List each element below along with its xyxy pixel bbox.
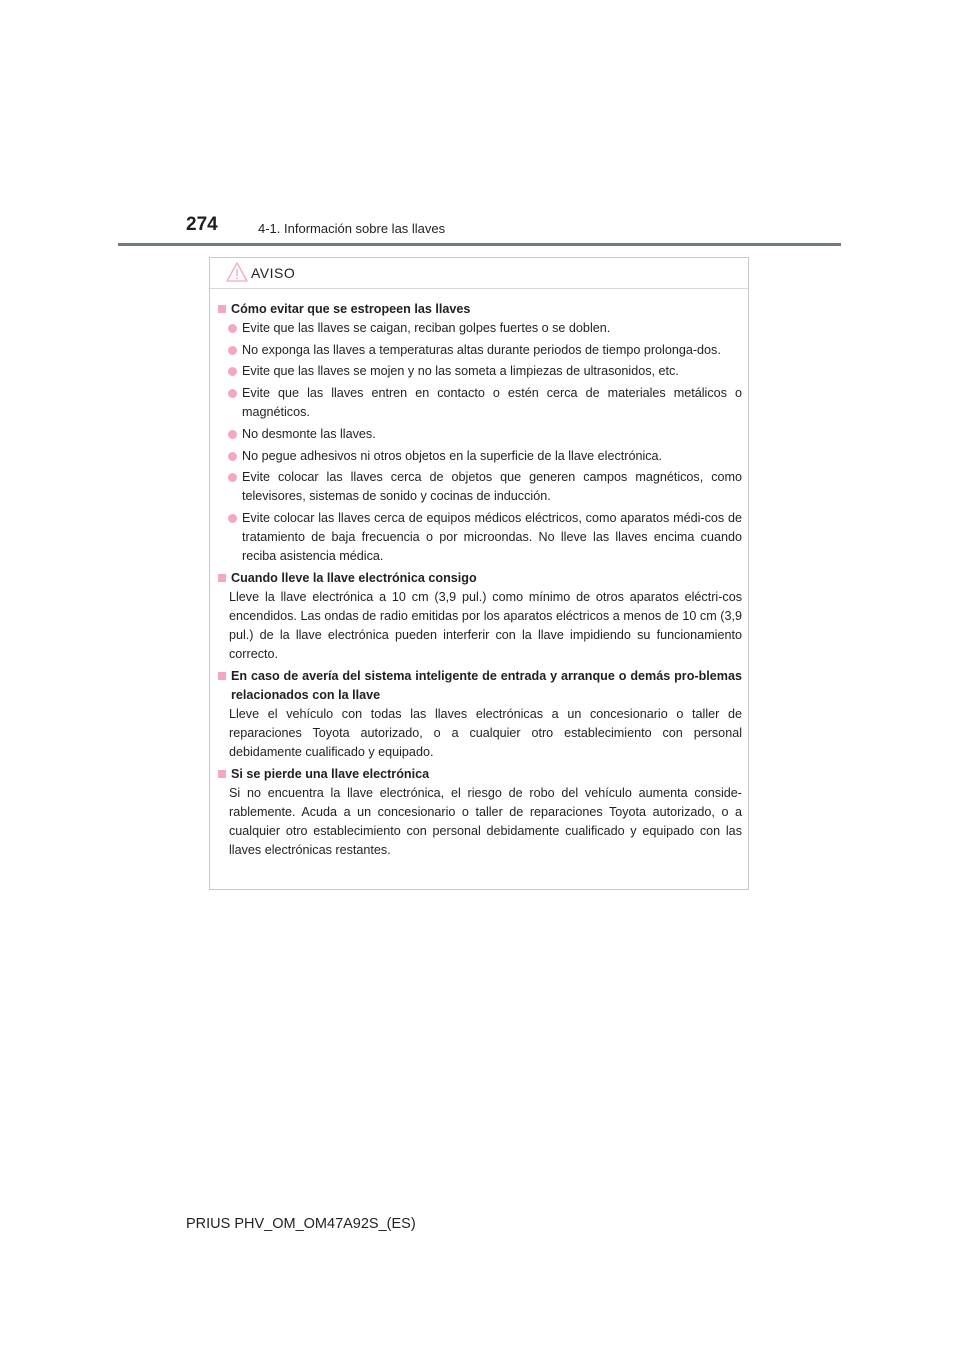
dot-bullet-icon xyxy=(228,452,237,461)
list-item: Evite colocar las llaves cerca de objetos que generen campos magnéticos, como televisores, sistemas de sonido y cocinas de inducción. xyxy=(217,468,742,506)
dot-bullet-icon xyxy=(228,514,237,523)
topic-paragraph: Si no encuentra la llave electrónica, el riesgo de robo del vehículo aumenta conside-rablemente. Acuda a un concesionario o taller de reparaciones Toyota autorizado, o a cualquier otro establecimiento con personal debidamente cualificado y equipado con las llaves electrónicas restantes. xyxy=(229,786,742,857)
list-item: No pegue adhesivos ni otros objetos en la superficie de la llave electrónica. xyxy=(217,447,742,466)
square-bullet-icon xyxy=(218,672,226,680)
document-code: PRIUS PHV_OM_OM47A92S_(ES) xyxy=(186,1216,416,1232)
warning-body xyxy=(210,289,748,859)
topic-paragraph: Lleve el vehículo con todas las llaves electrónicas a un concesionario o taller de reparaciones Toyota autorizado, o a cualquier otro establecimiento con personal debidamente cualificado y equipado. xyxy=(229,706,742,759)
list-item: Evite colocar las llaves cerca de equipos médicos eléctricos, como aparatos médi-cos de tratamiento de baja frecuencia o por microondas. No lleve las llaves encima cuando reciba asistencia médica. xyxy=(217,509,742,565)
list-item: No exponga las llaves a temperaturas altas durante periodos de tiempo prolonga-dos. xyxy=(217,341,742,360)
dot-bullet-icon xyxy=(228,346,237,355)
warning-header xyxy=(210,258,748,289)
header-rule xyxy=(118,243,841,246)
topic-carrying-key xyxy=(217,569,742,663)
topic-paragraph: Lleve la llave electrónica a 10 cm (3,9 pul.) como mínimo de otros aparatos eléctri-cos encendidos. Las ondas de radio emitidas por los aparatos eléctricos a menos de 10 cm (3,9 pul.) de la llave electrónica pueden interferir con la llave impidiendo su funcionamiento correcto. xyxy=(229,590,742,661)
warning-box xyxy=(209,257,749,890)
topic-title: Cómo evitar que se estropeen las llaves xyxy=(217,300,742,319)
dot-bullet-icon xyxy=(228,430,237,439)
dot-bullet-icon xyxy=(228,324,237,333)
dot-bullet-icon xyxy=(228,473,237,482)
topic-system-failure xyxy=(217,667,742,761)
topic-title: Cuando lleve la llave electrónica consigo xyxy=(217,569,742,588)
list-item: No desmonte las llaves. xyxy=(217,425,742,444)
dot-bullet-icon xyxy=(228,389,237,398)
square-bullet-icon xyxy=(218,770,226,778)
square-bullet-icon xyxy=(218,574,226,582)
page-number: 274 xyxy=(186,214,218,235)
topic-title: En caso de avería del sistema inteligente de entrada y arranque o demás pro-blemas relacionados con la llave xyxy=(217,667,742,705)
warning-label: AVISO xyxy=(251,265,296,281)
section-title: 4-1. Información sobre las llaves xyxy=(258,221,446,236)
topic-key-care xyxy=(217,300,742,565)
list-item: Evite que las llaves se caigan, reciban golpes fuertes o se doblen. xyxy=(217,319,742,338)
dot-bullet-icon xyxy=(228,367,237,376)
list-item: Evite que las llaves se mojen y no las someta a limpiezas de ultrasonidos, etc. xyxy=(217,362,742,381)
square-bullet-icon xyxy=(218,305,226,313)
warning-triangle-icon xyxy=(226,262,248,282)
list-item: Evite que las llaves entren en contacto o estén cerca de materiales metálicos o magnéticos. xyxy=(217,384,742,422)
topic-lost-key xyxy=(217,765,742,859)
topic-title: Si se pierde una llave electrónica xyxy=(217,765,742,784)
